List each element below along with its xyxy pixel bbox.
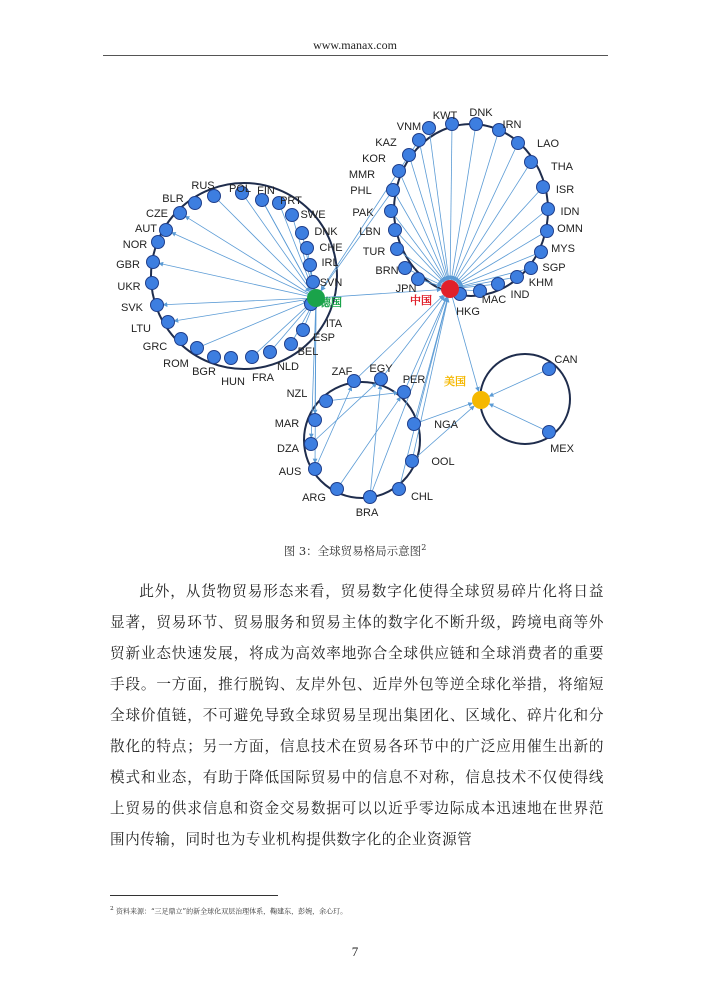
trade-edge xyxy=(311,383,377,444)
footnote-marker: 2 xyxy=(110,906,114,912)
country-label: MAC xyxy=(481,294,507,306)
trade-edge xyxy=(489,369,549,396)
country-node xyxy=(296,227,309,240)
country-label: OOL xyxy=(431,456,455,468)
country-label: SVN xyxy=(319,277,343,289)
country-node xyxy=(391,243,404,256)
country-label: PER xyxy=(402,374,426,386)
country-node xyxy=(393,483,406,496)
country-label: DNK xyxy=(314,226,338,238)
country-node xyxy=(225,352,238,365)
country-label: KWT xyxy=(432,110,458,122)
country-node xyxy=(398,386,411,399)
country-node xyxy=(364,491,377,504)
country-label: AUT xyxy=(135,223,157,235)
country-label: THA xyxy=(551,161,573,173)
country-label: CZE xyxy=(146,208,168,220)
country-node xyxy=(309,463,322,476)
hub-label-germany: 德国 xyxy=(320,296,342,309)
country-node xyxy=(403,149,416,162)
country-label: ESP xyxy=(312,332,336,344)
country-node xyxy=(305,438,318,451)
country-node xyxy=(175,333,188,346)
country-label: BEL xyxy=(297,346,319,358)
country-node xyxy=(285,338,298,351)
country-label: SWE xyxy=(300,209,326,221)
country-label: BGR xyxy=(192,366,216,378)
trade-edge xyxy=(370,385,380,497)
country-label: IND xyxy=(510,289,530,301)
country-node xyxy=(389,224,402,237)
hub-label-usa: 美国 xyxy=(444,375,466,388)
country-node xyxy=(147,256,160,269)
country-label: OMN xyxy=(557,223,583,235)
country-node xyxy=(525,156,538,169)
country-label: KOR xyxy=(362,153,386,165)
country-label: IRN xyxy=(502,119,522,131)
country-node xyxy=(511,271,524,284)
country-label: TUR xyxy=(362,246,386,258)
country-label: MAR xyxy=(274,418,300,430)
country-node xyxy=(541,225,554,238)
country-label: LTU xyxy=(131,323,151,335)
country-label: DNK xyxy=(469,107,493,119)
country-node xyxy=(413,134,426,147)
country-label: IRL xyxy=(321,257,339,269)
country-label: FIN xyxy=(257,185,275,197)
country-label: CHE xyxy=(319,242,343,254)
country-label: BRN xyxy=(375,265,399,277)
trade-edge xyxy=(451,124,476,280)
country-node xyxy=(307,276,320,289)
country-node xyxy=(423,122,436,135)
country-node xyxy=(331,483,344,496)
trade-edge xyxy=(450,124,452,280)
country-label: SGP xyxy=(542,262,566,274)
country-node xyxy=(537,181,550,194)
country-label: CHL xyxy=(410,491,434,503)
body-paragraph: 此外，从货物贸易形态来看，贸易数字化使得全球贸易碎片化将日益显著，贸易环节、贸易服务和贸易主体的数字化不断升级，跨境电商等外贸新业态快速发展，将成为高效率地弥合全球供应链和全球消费者的重要手段。一方面，推行脱钩、友岸外包、近岸外包等逆全球化举措，将缩短全球价值链，不可避免导致全球贸易呈现出集团化、区域化、碎片化和分散化的特点；另一方面，信息技术在贸易各环节中的广泛应用催生出新的模式和业态，有助于降低国际贸易中的信息不对称，信息技术不仅使得线上贸易的供求信息和资金交易数据可以以近乎零边际成本迅速地在世界范围内传输，同时也为专业机构提供数字化的企业资源管 xyxy=(110,583,604,848)
country-label: ARG xyxy=(302,492,326,504)
page-number: 7 xyxy=(351,944,359,959)
country-label: LAO xyxy=(536,138,560,150)
country-node xyxy=(525,262,538,275)
country-label: NLD xyxy=(276,361,300,373)
country-node xyxy=(387,184,400,197)
country-node xyxy=(146,277,159,290)
footnote-text: 资料来源：“三足鼎立”的新全球化双层治理体系，鞠建东，彭婉，余心玎。 xyxy=(115,907,348,916)
trade-edge xyxy=(453,130,499,280)
country-label: BLR xyxy=(162,193,184,205)
country-label: NOR xyxy=(122,239,148,251)
country-node xyxy=(301,242,314,255)
hub-node-china xyxy=(441,280,459,298)
country-node xyxy=(297,324,310,337)
country-node xyxy=(264,346,277,359)
country-node xyxy=(152,236,165,249)
country-label: LBN xyxy=(359,226,381,238)
caption-footnote-marker: 2 xyxy=(421,543,427,553)
country-node xyxy=(309,414,322,427)
country-node xyxy=(393,165,406,178)
caption-text: 图 3：全球贸易格局示意图 xyxy=(283,544,422,558)
country-label: ZAF xyxy=(331,366,353,378)
country-node xyxy=(512,137,525,150)
country-label: IDN xyxy=(560,206,580,218)
country-node xyxy=(470,118,483,131)
country-label: VNM xyxy=(396,121,422,133)
country-node xyxy=(160,224,173,237)
country-label: HUN xyxy=(221,376,245,388)
country-node xyxy=(191,342,204,355)
country-node xyxy=(320,395,333,408)
country-node xyxy=(535,246,548,259)
country-node xyxy=(246,351,259,364)
country-node xyxy=(189,197,202,210)
country-label: FRA xyxy=(252,372,274,384)
country-label: RUS xyxy=(191,180,215,192)
country-label: UKR xyxy=(117,281,141,293)
country-node xyxy=(399,262,412,275)
country-label: CAN xyxy=(554,354,578,366)
country-label: DZA xyxy=(277,443,299,455)
hub-label-china: 中国 xyxy=(410,294,432,307)
country-node xyxy=(151,299,164,312)
country-label: KHM xyxy=(528,277,554,289)
country-label: POL xyxy=(228,183,252,195)
country-label: MMR xyxy=(348,169,376,181)
trade-edge xyxy=(185,216,316,298)
country-label: AUS xyxy=(278,466,302,478)
country-node xyxy=(208,351,221,364)
country-node xyxy=(408,418,421,431)
country-node xyxy=(543,426,556,439)
country-label: GRC xyxy=(142,341,168,353)
country-node xyxy=(286,209,299,222)
country-label: ISR xyxy=(555,184,575,196)
country-label: ROM xyxy=(163,358,189,370)
country-label: BRA xyxy=(355,507,379,519)
country-node xyxy=(162,316,175,329)
country-label: EGY xyxy=(369,363,393,375)
footnote-rule xyxy=(110,895,278,896)
country-label: NGA xyxy=(434,419,458,431)
country-label: JPN xyxy=(395,283,417,295)
country-label: SVK xyxy=(120,302,144,314)
country-label: MYS xyxy=(551,243,575,255)
header-url: www.manax.com xyxy=(313,38,397,52)
country-label: GBR xyxy=(116,259,140,271)
trade-edge xyxy=(409,155,447,280)
country-node xyxy=(304,259,317,272)
country-label: PHL xyxy=(350,185,372,197)
country-node xyxy=(542,203,555,216)
country-node xyxy=(174,207,187,220)
country-node xyxy=(492,278,505,291)
trade-edge xyxy=(326,393,398,401)
country-label: NZL xyxy=(286,388,308,400)
trade-edge xyxy=(489,404,549,432)
trade-edge xyxy=(159,263,316,298)
country-label: MEX xyxy=(550,443,574,455)
country-label: KAZ xyxy=(375,137,397,149)
country-node xyxy=(385,205,398,218)
country-label: PAK xyxy=(352,207,374,219)
country-label: PRT xyxy=(280,195,302,207)
country-node xyxy=(406,455,419,468)
trade-edge xyxy=(412,406,474,461)
figure-caption xyxy=(0,543,710,559)
country-label: HKG xyxy=(456,306,480,318)
country-label: ITA xyxy=(325,318,343,330)
hub-node-usa xyxy=(472,391,490,409)
footnote xyxy=(110,906,347,916)
